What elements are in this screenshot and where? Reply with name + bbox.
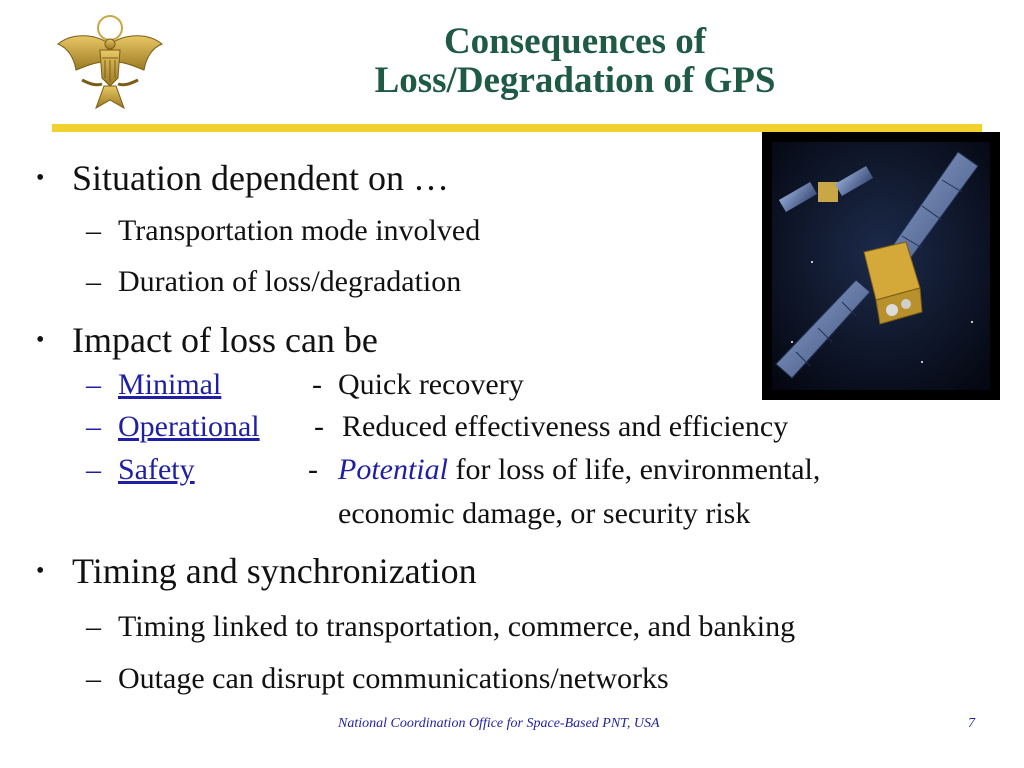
dash-marker: – bbox=[86, 453, 101, 486]
dash-marker: – bbox=[86, 410, 101, 443]
sub-bullet-text: Transportation mode involved bbox=[118, 214, 481, 247]
impact-description-rest: for loss of life, environmental, bbox=[455, 453, 821, 486]
title-line-2: Loss/Degradation of GPS bbox=[374, 60, 776, 101]
safety-link[interactable]: Safety bbox=[118, 453, 195, 486]
bullet-marker: • bbox=[36, 558, 45, 584]
impact-separator: - bbox=[308, 453, 318, 486]
slide-title bbox=[250, 22, 900, 100]
bullet-marker: • bbox=[36, 165, 45, 191]
sub-bullet-text: Timing linked to transportation, commerce, and banking bbox=[118, 610, 796, 643]
title-line-1: Consequences of bbox=[443, 21, 707, 62]
dash-marker: – bbox=[86, 368, 101, 401]
operational-link[interactable]: Operational bbox=[118, 410, 260, 443]
sub-bullet-text: Duration of loss/degradation bbox=[118, 265, 462, 298]
impact-description: Reduced effectiveness and efficiency bbox=[342, 410, 789, 443]
impact-separator: - bbox=[314, 410, 324, 443]
bullet-text: Impact of loss can be bbox=[72, 320, 378, 360]
dash-marker: – bbox=[86, 610, 101, 643]
dash-marker: – bbox=[86, 265, 101, 298]
impact-description: Quick recovery bbox=[338, 368, 524, 401]
minimal-link[interactable]: Minimal bbox=[118, 368, 222, 401]
bullet-marker: • bbox=[36, 327, 45, 353]
dash-marker: – bbox=[86, 662, 101, 695]
gps-satellite-image bbox=[762, 132, 1000, 400]
impact-description bbox=[338, 453, 820, 487]
page-number: 7 bbox=[968, 716, 975, 731]
impact-separator: - bbox=[312, 368, 322, 401]
bullet-text: Timing and synchronization bbox=[72, 551, 477, 591]
dash-marker: – bbox=[86, 214, 101, 247]
title-divider bbox=[52, 124, 982, 132]
footer-organization: National Coordination Office for Space-Based PNT, USA bbox=[338, 716, 660, 731]
impact-description-line2: economic damage, or security risk bbox=[338, 497, 751, 530]
potential-emphasis: Potential bbox=[338, 453, 448, 486]
sub-bullet-text: Outage can disrupt communications/networks bbox=[118, 662, 669, 695]
great-seal-eagle-icon bbox=[52, 14, 168, 114]
bullet-text: Situation dependent on … bbox=[72, 158, 449, 198]
